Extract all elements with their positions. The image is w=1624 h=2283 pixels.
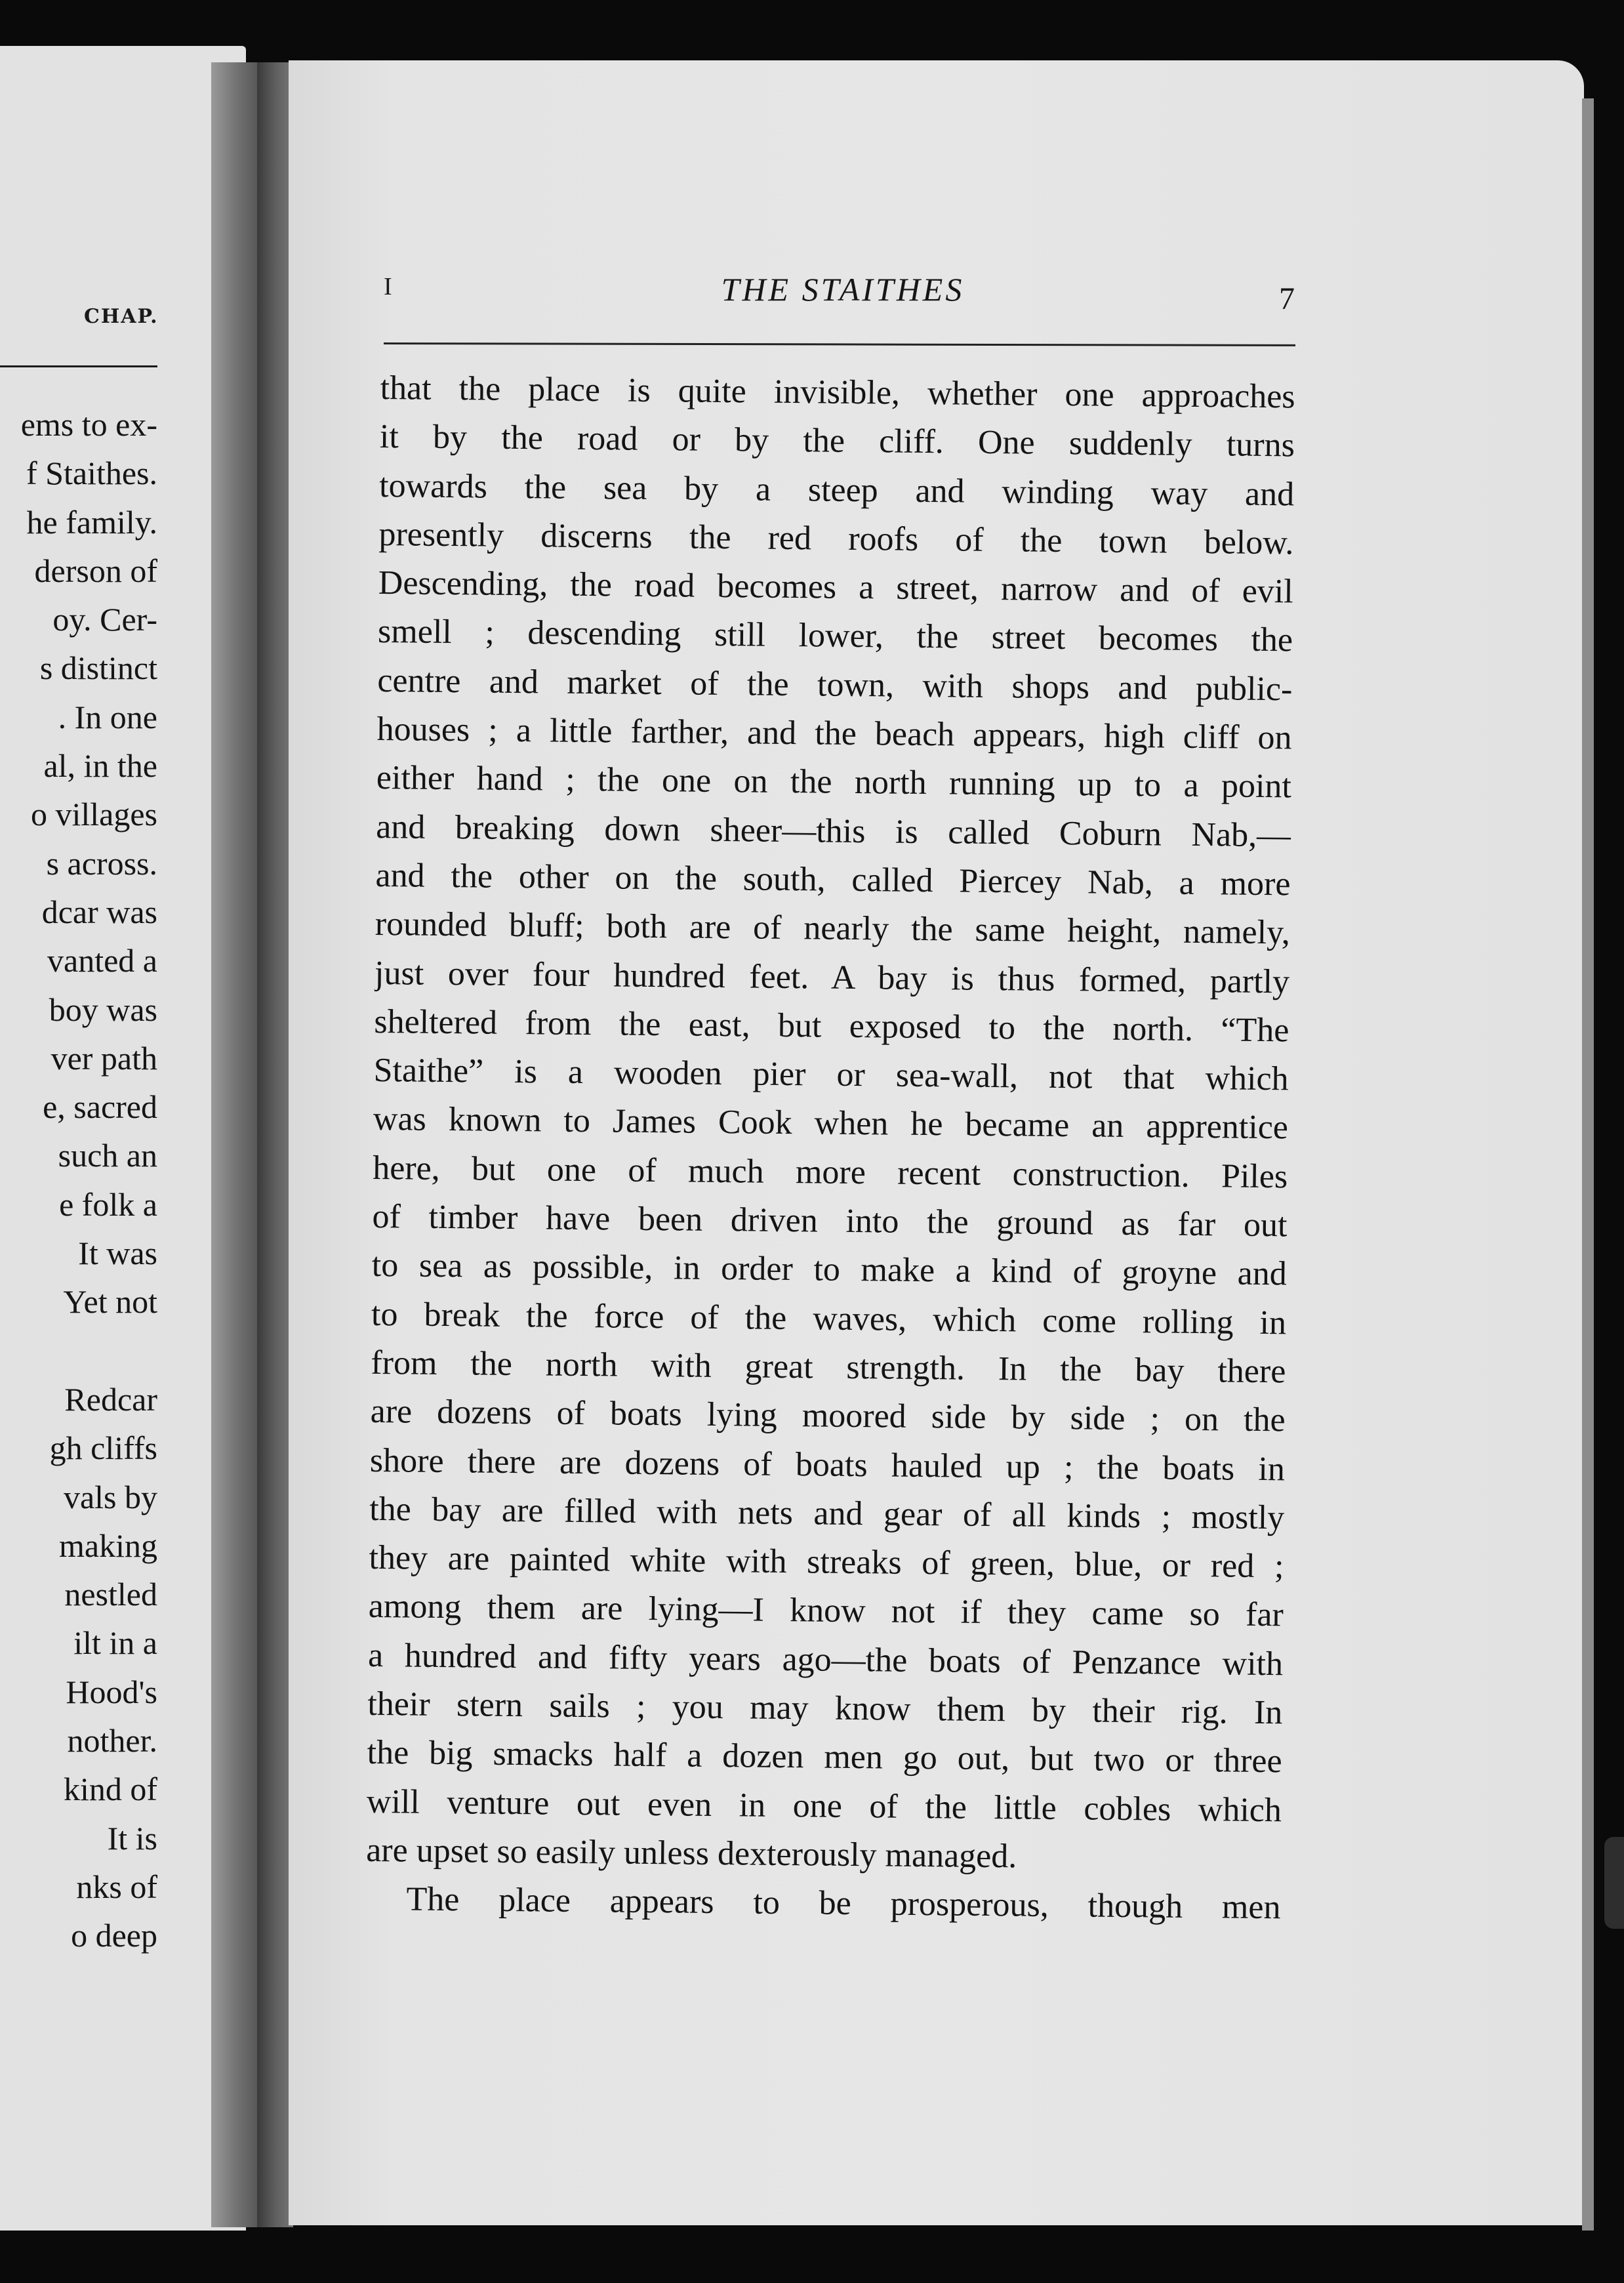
text-line: will venture out even in one of the little cobles which xyxy=(366,1782,1282,1829)
text-line: shore there are dozens of boats hauled up ; the boats in xyxy=(369,1441,1286,1488)
text-line: a hundred and fifty years ago—the boats of Penzance with xyxy=(367,1636,1284,1683)
text-line: and breaking down sheer—this is called Coburn Nab,— xyxy=(375,808,1291,855)
text-line: here, but one of much more recent construction. Piles xyxy=(372,1149,1288,1196)
page-edge-shadow xyxy=(257,62,293,2227)
left-text-line: nother. xyxy=(67,1722,157,1759)
text-line: are upset so easily unless dexterously managed. xyxy=(365,1831,1017,1876)
left-text-line: oy. Cer- xyxy=(52,601,157,638)
right-page-edge xyxy=(1582,98,1594,2231)
text-line: that the place is quite invisible, whether one approaches xyxy=(380,369,1295,416)
paragraph-start-line: The place appears to be prosperous, though men xyxy=(406,1880,1281,1927)
chapter-number: I xyxy=(384,273,392,300)
body-text xyxy=(365,364,1295,1933)
text-line: are dozens of boats lying moored side by side ; on the xyxy=(370,1393,1286,1439)
text-line: from the north with great strength. In the bay there xyxy=(371,1344,1286,1391)
left-running-head: CHAP. xyxy=(84,305,159,328)
left-text-line: ilt in a xyxy=(73,1624,157,1662)
left-text-line: s distinct xyxy=(39,649,157,687)
text-line: Descending, the road becomes a street, narrow and of evil xyxy=(378,564,1294,611)
left-text-line: derson of xyxy=(34,552,157,589)
text-line: was known to James Cook when he became an apprentice xyxy=(373,1100,1289,1147)
text-line: Staithe” is a wooden pier or sea-wall, not that which xyxy=(373,1052,1289,1098)
left-text-line: ver path xyxy=(51,1039,157,1077)
text-line: the bay are filled with nets and gear of all kinds ; mostly xyxy=(369,1490,1285,1537)
left-text-line: f Staithes. xyxy=(26,455,157,492)
text-line: to sea as possible, in order to make a kind of groyne and xyxy=(371,1246,1288,1293)
left-text-line: he family. xyxy=(26,503,157,541)
left-text-line: gh cliffs xyxy=(49,1429,157,1467)
left-text-line: . In one xyxy=(58,698,157,735)
text-line: among them are lying—I know not if they came so far xyxy=(368,1588,1284,1634)
text-line: smell ; descending still lower, the street becomes the xyxy=(377,613,1293,659)
left-text-line: al, in the xyxy=(43,747,157,785)
left-page xyxy=(0,46,246,2231)
left-text-line: ems to ex- xyxy=(20,406,157,443)
left-text-line: nks of xyxy=(76,1868,157,1905)
left-text-line: nestled xyxy=(64,1576,157,1613)
left-text-line: o villages xyxy=(30,796,157,833)
left-header-rule xyxy=(0,365,157,367)
left-text-line xyxy=(0,1327,157,1375)
text-line: either hand ; the one on the north running up to a point xyxy=(376,759,1292,806)
left-text-line: vanted a xyxy=(47,942,157,979)
text-line: they are painted white with streaks of green, blue, or red ; xyxy=(369,1539,1284,1586)
left-text-line: Redcar xyxy=(64,1380,157,1418)
text-line: it by the road or by the cliff. One suddenly turns xyxy=(379,418,1295,464)
left-text-line: s across. xyxy=(46,844,157,882)
left-text-line: o deep xyxy=(71,1917,157,1954)
text-line: sheltered from the east, but exposed to the north. “The xyxy=(374,1002,1289,1050)
scanner-clip xyxy=(1604,1837,1624,1929)
text-line: houses ; a little farther, and the beach appears, high cliff on xyxy=(376,710,1292,757)
left-text-line: vals by xyxy=(63,1478,157,1515)
left-text-line: e, sacred xyxy=(43,1088,157,1126)
left-text-line: kind of xyxy=(63,1771,157,1808)
text-line: towards the sea by a steep and winding way and xyxy=(378,466,1295,513)
left-page-text xyxy=(0,400,157,1960)
page-number: 7 xyxy=(1279,281,1295,316)
left-text-line: e folk a xyxy=(59,1185,157,1223)
text-line: the big smacks half a dozen men go out, but two or three xyxy=(367,1734,1282,1780)
text-line: and the other on the south, called Piercey Nab, a more xyxy=(375,856,1291,903)
text-line: to break the force of the waves, which come rolling in xyxy=(371,1295,1287,1342)
left-text-line: dcar was xyxy=(41,893,157,930)
left-text-line: It was xyxy=(78,1235,157,1272)
text-line: just over four hundred feet. A bay is thus formed, partly xyxy=(374,954,1290,1000)
left-text-line: Yet not xyxy=(63,1283,157,1321)
text-line: presently discerns the red roofs of the town below. xyxy=(378,515,1294,562)
running-title: THE STAITHES xyxy=(721,271,965,308)
text-line: rounded bluff; both are of nearly the same height, namely, xyxy=(375,905,1291,952)
left-text-line: It is xyxy=(107,1819,157,1857)
left-text-line: such an xyxy=(58,1137,157,1174)
text-line: of timber have been driven into the ground as far out xyxy=(372,1197,1288,1244)
text-line: centre and market of the town, with shops and public- xyxy=(377,661,1293,709)
text-line: their stern sails ; you may know them by their rig. In xyxy=(367,1685,1283,1732)
left-text-line: making xyxy=(59,1527,157,1564)
left-text-line: Hood's xyxy=(66,1673,157,1710)
left-text-line: boy was xyxy=(49,991,157,1028)
